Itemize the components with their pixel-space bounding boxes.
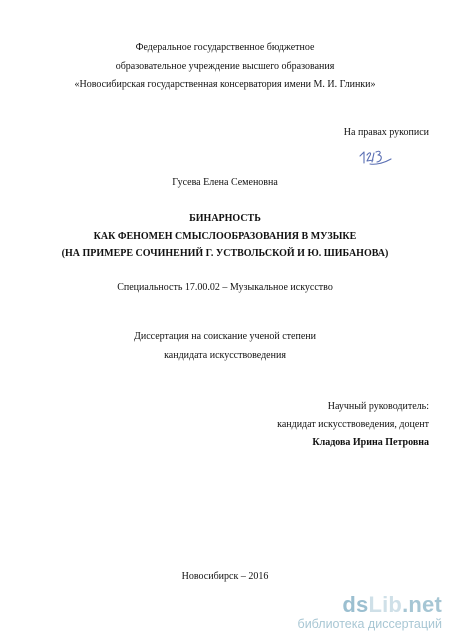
watermark-logo-net: .net xyxy=(402,592,442,617)
dslib-watermark xyxy=(298,594,442,631)
degree-line-1: Диссертация на соискание ученой степени xyxy=(134,331,316,342)
specialty: Специальность 17.00.02 – Музыкальное искусство xyxy=(117,282,333,293)
manuscript-note: На правах рукописи xyxy=(343,127,429,138)
watermark-logo-ds: ds xyxy=(342,592,369,617)
title-line-1: БИНАРНОСТЬ xyxy=(189,213,261,224)
title-line-3: (НА ПРИМЕРЕ СОЧИНЕНИЙ Г. УСТВОЛЬСКОЙ И Ю. ШИБАНОВА) xyxy=(61,248,389,259)
institution-line-2: образовательное учреждение высшего образования xyxy=(115,61,335,72)
degree-line-2: кандидата искусствоведения xyxy=(164,350,286,361)
supervisor-credentials: кандидат искусствоведения, доцент xyxy=(277,419,429,430)
title-line-2: КАК ФЕНОМЕН СМЫСЛООБРАЗОВАНИЯ В МУЗЫКЕ xyxy=(93,231,357,242)
watermark-subtitle: библиотека диссертаций xyxy=(297,617,442,631)
watermark-logo-lib: Lib xyxy=(368,592,403,617)
handwritten-signature xyxy=(358,147,394,169)
city-year: Новосибирск – 2016 xyxy=(181,571,269,582)
supervisor-name: Кладова Ирина Петровна xyxy=(312,437,429,448)
supervisor-label: Научный руководитель: xyxy=(327,401,429,412)
author-name: Гусева Елена Семеновна xyxy=(172,177,278,188)
institution-line-3: «Новосибирская государственная консерватория имени М. И. Глинки» xyxy=(74,79,376,90)
institution-line-1: Федеральное государственное бюджетное xyxy=(135,42,315,53)
watermark-logo xyxy=(298,594,442,616)
